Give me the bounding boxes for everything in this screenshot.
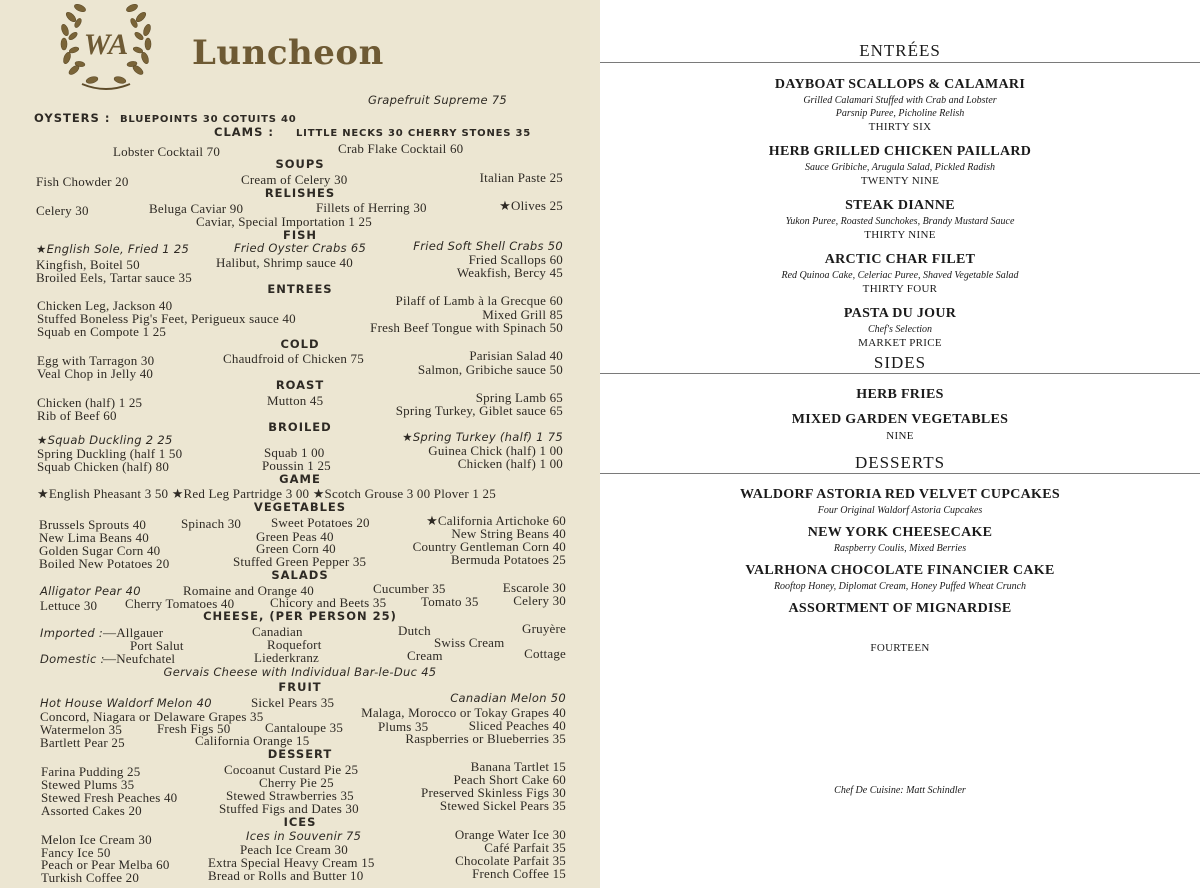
laurel-wreath-monogram-logo bbox=[52, 0, 160, 94]
menu-item-line: Crab Flake Cocktail 60 bbox=[338, 141, 464, 156]
menu-item-line: Romaine and Orange 40 bbox=[183, 583, 314, 598]
menu-item-line: Spring Duckling (half 1 50 bbox=[37, 446, 183, 461]
menu-item-line: Egg with Tarragon 30 bbox=[37, 353, 155, 368]
menu-item-line: Fillets of Herring 30 bbox=[316, 200, 427, 215]
menu-item-line: New String Beans 40 bbox=[451, 526, 566, 541]
dish-name: VALRHONA CHOCOLATE FINANCIER CAKE bbox=[745, 563, 1055, 578]
dish-name: PASTA DU JOUR bbox=[843, 306, 957, 321]
menu-item-line: CLAMS : bbox=[214, 125, 274, 139]
menu-item-line: Bartlett Pear 25 bbox=[40, 735, 125, 750]
chef-credit: Chef De Cuisine: Matt Schindler bbox=[834, 785, 966, 796]
menu-item-line: Chaudfroid of Chicken 75 bbox=[223, 351, 364, 366]
menu-item-line: OYSTERS : bbox=[34, 111, 111, 125]
menu-item-line: ★Spring Turkey (half) 1 75 bbox=[402, 430, 563, 444]
menu-item-line: Dutch bbox=[398, 623, 431, 638]
menu-item-line: Peach or Pear Melba 60 bbox=[41, 857, 170, 872]
dish-name: ARCTIC CHAR FILET bbox=[824, 252, 976, 267]
section-heading: FRUIT bbox=[278, 680, 322, 694]
menu-item-line: Tomato 35 bbox=[421, 594, 479, 609]
menu-item-line: Country Gentleman Corn 40 bbox=[412, 539, 566, 554]
menu-item-line: Plums 35 bbox=[378, 719, 429, 734]
section-heading: ICES bbox=[283, 815, 317, 829]
menu-item-line: LITTLE NECKS 30 CHERRY STONES 35 bbox=[296, 128, 532, 139]
menu-item-line: ★Squab Duckling 2 25 bbox=[37, 433, 173, 447]
menu-item-line: Cherry Tomatoes 40 bbox=[125, 596, 235, 611]
dish-name: MIXED GARDEN VEGETABLES bbox=[791, 412, 1009, 427]
dish-name: WALDORF ASTORIA RED VELVET CUPCAKES bbox=[740, 487, 1060, 502]
menu-item-line: Ices in Souvenir 75 bbox=[246, 829, 362, 843]
menu-item-line: Lettuce 30 bbox=[40, 598, 98, 613]
menu-item-line: Extra Special Heavy Cream 15 bbox=[208, 855, 375, 870]
dish-description: Sauce Gribiche, Arugula Salad, Pickled Radish bbox=[804, 162, 996, 173]
section-heading: BROILED bbox=[268, 420, 332, 434]
menu-item-line: Spring Turkey, Giblet sauce 65 bbox=[395, 403, 563, 418]
menu-item-line: Fresh Figs 50 bbox=[157, 721, 231, 736]
menu-item-line: Turkish Coffee 20 bbox=[41, 870, 140, 885]
menu-item-line: Lobster Cocktail 70 bbox=[113, 144, 221, 159]
menu-item-line: Pilaff of Lamb à la Grecque 60 bbox=[395, 293, 563, 308]
menu-item-line: Sickel Pears 35 bbox=[251, 695, 335, 710]
menu-item-line: Celery 30 bbox=[513, 593, 566, 608]
menu-item-line: ★California Artichoke 60 bbox=[426, 513, 566, 528]
menu-item-line: Cocoanut Custard Pie 25 bbox=[224, 762, 359, 777]
menu-item-line: Fresh Beef Tongue with Spinach 50 bbox=[370, 320, 563, 335]
dish-price: THIRTY FOUR bbox=[862, 283, 938, 295]
menu-item-line: Cucumber 35 bbox=[373, 581, 446, 596]
desserts-heading: DESSERTS bbox=[854, 453, 946, 472]
dish-description: Grilled Calamari Stuffed with Crab and Lobster bbox=[803, 95, 997, 106]
menu-item-line: Café Parfait 35 bbox=[484, 840, 566, 855]
section-heading: SOUPS bbox=[275, 157, 325, 171]
menu-item-line: Broiled Eels, Tartar sauce 35 bbox=[36, 270, 192, 285]
dish-description: Chef's Selection bbox=[867, 324, 933, 335]
menu-item-line: Watermelon 35 bbox=[40, 722, 123, 737]
divider bbox=[600, 373, 1200, 374]
menu-item-line: —Allgauer bbox=[103, 625, 164, 640]
menu-item-line: Cherry Pie 25 bbox=[259, 775, 334, 790]
menu-item-line: Chicory and Beets 35 bbox=[270, 595, 387, 610]
menu-item-line: Cream of Celery 30 bbox=[241, 172, 348, 187]
menu-item-line: Stewed Sickel Pears 35 bbox=[439, 798, 566, 813]
menu-item-line: Farina Pudding 25 bbox=[41, 764, 141, 779]
menu-item-line: Bread or Rolls and Butter 10 bbox=[208, 868, 364, 883]
menu-item-line: Fried Scallops 60 bbox=[468, 252, 563, 267]
menu-item-line: Green Peas 40 bbox=[256, 529, 334, 544]
menu-item-line: Chicken (half) 1 25 bbox=[37, 395, 143, 410]
menu-item-line: Squab 1 00 bbox=[264, 445, 325, 460]
dish-name: NEW YORK CHEESECAKE bbox=[807, 525, 993, 540]
menu-item-line: Beluga Caviar 90 bbox=[149, 201, 244, 216]
menu-item-line: Italian Paste 25 bbox=[479, 170, 563, 185]
menu-item-line: ★Olives 25 bbox=[499, 198, 563, 213]
section-heading: SALADS bbox=[271, 568, 329, 582]
menu-item-line: Mixed Grill 85 bbox=[482, 307, 563, 322]
menu-item-line: Caviar, Special Importation 1 25 bbox=[196, 214, 372, 229]
menu-item-line: Rib of Beef 60 bbox=[37, 408, 117, 423]
menu-item-line: Bermuda Potatoes 25 bbox=[450, 552, 566, 567]
menu-item-line: Spinach 30 bbox=[181, 516, 242, 531]
section-heading: COLD bbox=[280, 337, 320, 351]
menu-item-line: Stewed Strawberries 35 bbox=[226, 788, 354, 803]
menu-item-line: Canadian Melon 50 bbox=[450, 691, 566, 705]
menu-item-line: Fish Chowder 20 bbox=[36, 174, 129, 189]
menu-item-line: Squab Chicken (half) 80 bbox=[37, 459, 170, 474]
menu-item-line: BLUEPOINTS 30 COTUITS 40 bbox=[120, 114, 297, 125]
section-heading: VEGETABLES bbox=[253, 500, 347, 514]
section-heading: FISH bbox=[282, 228, 318, 242]
menu-item-line: Raspberries or Blueberries 35 bbox=[405, 731, 566, 746]
section-heading: ROAST bbox=[275, 378, 325, 392]
menu-item-line: Halibut, Shrimp sauce 40 bbox=[216, 255, 353, 270]
modern-dinner-menu bbox=[600, 0, 1200, 888]
section-heading: RELISHES bbox=[264, 186, 336, 200]
dish-price: NINE bbox=[886, 430, 914, 442]
menu-item-line: Orange Water Ice 30 bbox=[454, 827, 566, 842]
menu-item-line: Grapefruit Supreme 75 bbox=[368, 93, 508, 107]
menu-item-line: Guinea Chick (half) 1 00 bbox=[428, 443, 563, 458]
section-heading: ENTREES bbox=[267, 282, 333, 296]
menu-item-line: Canadian bbox=[252, 624, 303, 639]
menu-item-line: Stuffed Boneless Pig's Feet, Perigueux sauce 40 bbox=[37, 311, 296, 326]
menu-item-line: Chicken Leg, Jackson 40 bbox=[37, 298, 173, 313]
menu-item-line: ★English Pheasant 3 50 ★Red Leg Partridge 3 00 ★Scotch Grouse 3 00 Plover 1 25 bbox=[37, 486, 496, 501]
menu-item-line: Celery 30 bbox=[36, 203, 89, 218]
menu-item-line: Stewed Fresh Peaches 40 bbox=[41, 790, 178, 805]
menu-item-line: Green Corn 40 bbox=[256, 541, 336, 556]
menu-item-line: Sweet Potatoes 20 bbox=[271, 515, 370, 530]
menu-item-line: Cottage bbox=[524, 646, 566, 661]
menu-item-line: Golden Sugar Corn 40 bbox=[39, 543, 161, 558]
dish-description: Yukon Puree, Roasted Sunchokes, Brandy Mustard Sauce bbox=[785, 216, 1015, 227]
dish-price: MARKET PRICE bbox=[858, 337, 942, 349]
menu-item-line: Poussin 1 25 bbox=[262, 458, 331, 473]
menu-item-line: Spring Lamb 65 bbox=[475, 390, 563, 405]
menu-item-line: Boiled New Potatoes 20 bbox=[39, 556, 170, 571]
menu-item-line: Swiss Cream bbox=[434, 635, 505, 650]
luncheon-title: Luncheon bbox=[192, 33, 384, 73]
menu-item-line: Stuffed Figs and Dates 30 bbox=[219, 801, 359, 816]
menu-item-line: Parisian Salad 40 bbox=[469, 348, 563, 363]
divider bbox=[600, 473, 1200, 474]
entrees-heading: ENTRÉES bbox=[859, 41, 941, 60]
menu-item-line: Gervais Cheese with Individual Bar-le-Duc 45 bbox=[163, 665, 437, 679]
menu-item-line: Squab en Compote 1 25 bbox=[37, 324, 167, 339]
menu-item-line: Weakfish, Bercy 45 bbox=[456, 265, 563, 280]
section-heading: DESSERT bbox=[267, 747, 333, 761]
menu-item-line: Cantaloupe 35 bbox=[265, 720, 344, 735]
dish-price: THIRTY NINE bbox=[864, 229, 936, 241]
menu-item-line: Stewed Plums 35 bbox=[41, 777, 135, 792]
menu-item-line: Assorted Cakes 20 bbox=[41, 803, 142, 818]
desserts-price: FOURTEEN bbox=[870, 642, 930, 654]
menu-item-line: Concord, Niagara or Delaware Grapes 35 bbox=[40, 709, 264, 724]
section-heading: GAME bbox=[279, 472, 321, 486]
dish-name: ASSORTMENT OF MIGNARDISE bbox=[788, 601, 1012, 616]
menu-item-line: California Orange 15 bbox=[195, 733, 310, 748]
menu-item-line: Liederkranz bbox=[254, 650, 319, 665]
dish-price: TWENTY NINE bbox=[860, 175, 940, 187]
section-heading: CHEESE, (PER PERSON 25) bbox=[203, 609, 397, 623]
menu-item-line: Peach Short Cake 60 bbox=[453, 772, 566, 787]
menu-item-line: Hot House Waldorf Melon 40 bbox=[40, 696, 212, 710]
menu-item-line: Escarole 30 bbox=[502, 580, 566, 595]
menu-item-line: Kingfish, Boitel 50 bbox=[36, 257, 140, 272]
monogram-text: WA bbox=[83, 28, 129, 61]
menu-item-line: Fried Oyster Crabs 65 bbox=[234, 241, 367, 255]
dish-name: STEAK DIANNE bbox=[845, 198, 955, 213]
menu-item-line: Imported : bbox=[40, 626, 104, 640]
menu-item-line: Brussels Sprouts 40 bbox=[39, 517, 147, 532]
menu-item-line: —Neufchatel bbox=[103, 651, 176, 666]
dish-name: HERB FRIES bbox=[856, 387, 944, 402]
dish-description: Red Quinoa Cake, Celeriac Puree, Shaved Vegetable Salad bbox=[781, 270, 1019, 281]
menu-item-line: Fried Soft Shell Crabs 50 bbox=[413, 239, 563, 253]
menu-item-line: Roquefort bbox=[267, 637, 322, 652]
menu-item-line: Cream bbox=[407, 648, 443, 663]
menu-item-line: Salmon, Gribiche sauce 50 bbox=[417, 362, 563, 377]
menu-item-line: Sliced Peaches 40 bbox=[468, 718, 566, 733]
menu-item-line: Veal Chop in Jelly 40 bbox=[37, 366, 154, 381]
menu-item-line: Chicken (half) 1 00 bbox=[457, 456, 563, 471]
menu-item-line: Banana Tartlet 15 bbox=[470, 759, 566, 774]
menu-item-line: Domestic : bbox=[40, 652, 105, 666]
dish-price: THIRTY SIX bbox=[868, 121, 932, 133]
menu-item-line: Stuffed Green Pepper 35 bbox=[233, 554, 367, 569]
menu-item-line: Port Salut bbox=[130, 638, 184, 653]
divider bbox=[600, 62, 1200, 63]
dish-name: DAYBOAT SCALLOPS & CALAMARI bbox=[774, 77, 1026, 92]
menu-item-line: Alligator Pear 40 bbox=[40, 584, 141, 598]
sides-heading: SIDES bbox=[873, 353, 927, 372]
dish-description: Raspberry Coulis, Mixed Berries bbox=[833, 543, 967, 554]
menu-item-line: Malaga, Morocco or Tokay Grapes 40 bbox=[361, 705, 566, 720]
dish-name: HERB GRILLED CHICKEN PAILLARD bbox=[768, 144, 1032, 159]
menu-item-line: Chocolate Parfait 35 bbox=[455, 853, 566, 868]
menu-item-line: French Coffee 15 bbox=[472, 866, 566, 881]
menu-item-line: New Lima Beans 40 bbox=[39, 530, 149, 545]
menu-item-line: ★English Sole, Fried 1 25 bbox=[36, 242, 190, 256]
menu-item-line: Melon Ice Cream 30 bbox=[41, 832, 152, 847]
menu-item-line: Mutton 45 bbox=[267, 393, 324, 408]
menu-item-line: Fancy Ice 50 bbox=[41, 845, 111, 860]
menu-item-line: Peach Ice Cream 30 bbox=[240, 842, 348, 857]
menu-item-line: Preserved Skinless Figs 30 bbox=[421, 785, 566, 800]
dish-description: Four Original Waldorf Astoria Cupcakes bbox=[817, 505, 983, 516]
dish-description: Parsnip Puree, Picholine Relish bbox=[835, 108, 965, 119]
menu-item-line: Gruyère bbox=[522, 621, 566, 636]
dish-description: Rooftop Honey, Diplomat Cream, Honey Puffed Wheat Crunch bbox=[773, 581, 1027, 592]
